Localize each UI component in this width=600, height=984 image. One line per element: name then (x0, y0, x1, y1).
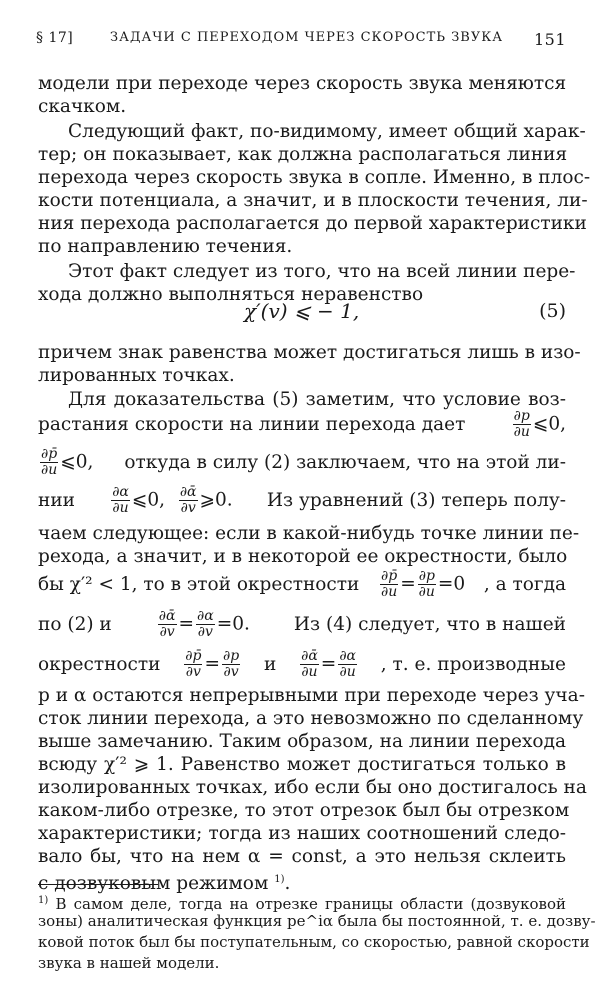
footnote-ref: 1) (274, 874, 285, 885)
text-line: перехода через скорость звука в сопле. Именно, в плос- (38, 167, 591, 188)
text-line: по направлению течения. (38, 236, 293, 257)
line-text: по (2) и (38, 613, 112, 635)
math-fragment: $\frac{\partial p̄}{\partial u}$ ⩽0, (40, 445, 94, 478)
text-line (38, 646, 566, 682)
footnote-marker: 1) (38, 895, 49, 906)
text-line: Для доказательства (5) заметим, что условие воз- (68, 389, 566, 410)
text-line: лированных точках. (38, 365, 235, 386)
math-fragment: $\frac{\text{∂ᾱ}}{\partial u}$ = $\frac{\partial\alpha}{\partial u}$ (301, 647, 357, 680)
footnote-text: В самом деле, тогда на отрезке границы области (дозвуковой (55, 895, 566, 913)
text-line: изолированных точках, ибо если бы оно достигалось на (38, 777, 587, 798)
text-line: ния перехода располагается до первой характеристики (38, 213, 587, 234)
text-line (38, 566, 566, 602)
line-text: откуда в силу (2) заключаем, что на этой ли- (124, 451, 566, 473)
text-line (38, 606, 566, 642)
footnote-line: звука в нашей модели. (38, 954, 220, 972)
text-line: сток линии перехода, а это невозможно по сделанному (38, 708, 584, 729)
footnote-rule (38, 884, 158, 885)
text-line: каком-либо отрезке, то этот отрезок был бы отрезком (38, 800, 570, 821)
running-title: ЗАДАЧИ С ПЕРЕХОДОМ ЧЕРЕЗ СКОРОСТЬ ЗВУКА (110, 30, 504, 45)
text-line: хода должно выполняться неравенство (38, 284, 424, 305)
line-text: нии (38, 489, 75, 511)
text-line: вало бы, что на нем α = const, а это нельзя склеить (38, 846, 566, 867)
text-line: скачком. (38, 96, 127, 117)
equation-number: (5) (539, 300, 566, 322)
text-line: p и α остаются непрерывными при переходе через уча- (38, 685, 585, 706)
text-line: причем знак равенства может достигаться лишь в изо- (38, 342, 581, 363)
text-line: с дозвуковым режимом $^{1)}$. (38, 873, 291, 895)
math-fragment: $\frac{\partial p̄}{\partial u}$ = $\frac{\partial p}{\partial u}$ =0 (380, 567, 466, 600)
text-line: выше замечанию. Таким образом, на линии перехода (38, 731, 566, 752)
line-text: растания скорости на линии перехода дает (38, 413, 466, 435)
text-line: Следующий факт, по-видимому, имеет общий харак- (68, 121, 586, 142)
line-text: , а тогда (483, 573, 566, 595)
line-text: бы χ′² < 1, то в этой окрестности (38, 573, 360, 595)
line-text: с дозвуковым режимом (38, 873, 269, 895)
footnote-line: ковой поток был бы поступательным, со скоростью, равной скорости (38, 933, 590, 951)
inequality-formula: χ′(v) ⩽ − 1, (244, 299, 360, 323)
text-line: чаем следующее: если в какой-нибудь точке линии пе- (38, 523, 580, 544)
math-fragment: $\frac{\partial p̄}{\partial v}$ = $\frac{\partial p}{\partial v}$ (185, 647, 240, 680)
line-text: Из (4) следует, что в нашей (293, 613, 566, 635)
text-line: тер; он показывает, как должна располагаться линия (38, 144, 568, 165)
line-text: и (263, 653, 277, 675)
text-line: всюду χ′² ⩾ 1. Равенство может достигаться только в (38, 754, 566, 775)
math-fragment: $\frac{\partial\alpha}{\partial u}$ ⩽0, $\frac{\text{∂ᾱ}}{\partial v}$ ⩾0. (112, 483, 233, 516)
text-line (38, 482, 566, 518)
math-fragment: $\frac{\partial p}{\partial u}$ ⩽0, (513, 407, 566, 440)
page-number: 151 (533, 30, 566, 49)
line-text: Из уравнений (3) теперь полу- (266, 489, 566, 511)
math-fragment: $\frac{\text{∂ᾱ}}{\partial v}$ = $\frac{\partial\alpha}{\partial v}$ =0. (158, 607, 250, 640)
text-line: рехода, а значит, и в некоторой ее окрестности, было (38, 546, 568, 567)
text-line: модели при переходе через скорость звука меняются (38, 73, 567, 94)
text-line: характеристики; тогда из наших соотношений следо- (38, 823, 566, 844)
text-line (38, 406, 566, 442)
text-line: Этот факт следует из того, что на всей линии пере- (68, 261, 576, 282)
text-line: кости потенциала, а значит, и в плоскости течения, ли- (38, 190, 588, 211)
footnote-line: зоны) аналитическая функция pe^iα была бы постоянной, т. е. дозву- (38, 912, 596, 930)
text-line (38, 444, 566, 480)
section-number: § 17] (36, 30, 74, 46)
line-text: окрестности (38, 653, 161, 675)
line-text: , т. е. производные (380, 653, 566, 675)
